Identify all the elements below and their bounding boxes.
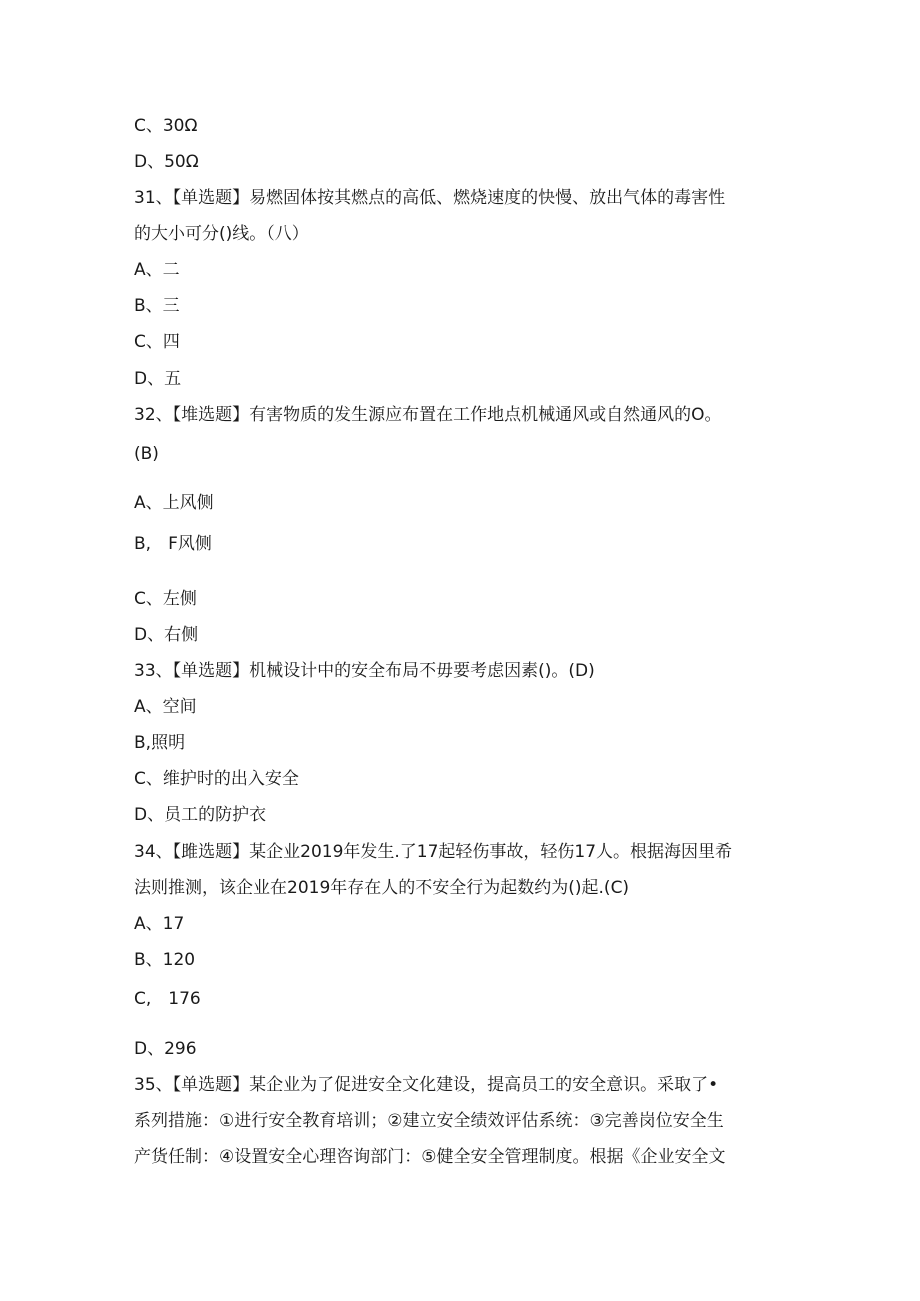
question-34-line-1: 34、【雎选题】某企业2019年发生.了17起轻伤事故，轻伤17人。根据海因里希 xyxy=(134,842,733,862)
question-35-line-3: 产货任制：④设置安全心理咨询部门：⑤健全安全管理制度。根据《企业安全文 xyxy=(134,1147,726,1167)
option-c-q30: C、30Ω xyxy=(134,116,198,136)
option-c-q31: C、四 xyxy=(134,332,180,352)
option-b-q34: B、120 xyxy=(134,950,196,970)
question-32-answer: (B) xyxy=(134,444,159,464)
option-d-q32: D、右侧 xyxy=(134,625,199,645)
option-b-q31: B、三 xyxy=(134,296,180,316)
question-31-line-1: 31、【单选题】易燃固体按其燃点的高低、燃烧速度的快慢、放出气体的毒害性 xyxy=(134,188,726,208)
option-c-q33: C、维护时的出入安全 xyxy=(134,769,299,789)
option-a-q31: A、二 xyxy=(134,260,180,280)
question-31-line-2: 的大小可分()线。（八） xyxy=(134,224,309,244)
option-c-q32: C、左侧 xyxy=(134,589,197,609)
option-d-q30: D、50Ω xyxy=(134,152,199,172)
option-d-q33: D、员工的防护衣 xyxy=(134,805,267,825)
question-35-line-1: 35、【单选题】某企业为了促进安全文化建设，提高员工的安全意识。采取了• xyxy=(134,1075,719,1095)
question-32-line-1: 32、【堆选题】有害物质的发生源应布置在工作地点机械通风或自然通风的O。 xyxy=(134,405,722,425)
option-c-q34: C, 176 xyxy=(134,989,201,1009)
question-35-line-2: 系列措施：①进行安全教育培训；②建立安全绩效评估系统：③完善岗位安全生 xyxy=(134,1111,724,1131)
option-d-q31: D、五 xyxy=(134,369,182,389)
option-a-q34: A、17 xyxy=(134,914,185,934)
question-33: 33、【单选题】机械设计中的安全布局不毋要考虑因素()。(D) xyxy=(134,661,595,681)
option-b-q33: B,照明 xyxy=(134,733,186,753)
option-d-q34: D、296 xyxy=(134,1039,197,1059)
option-a-q32: A、上风侧 xyxy=(134,493,214,513)
question-34-line-2: 法则推测，该企业在2019年存在人的不安全行为起数约为()起.(C) xyxy=(134,878,630,898)
option-a-q33: A、空间 xyxy=(134,697,197,717)
option-b-q32: B, F风侧 xyxy=(134,534,212,554)
